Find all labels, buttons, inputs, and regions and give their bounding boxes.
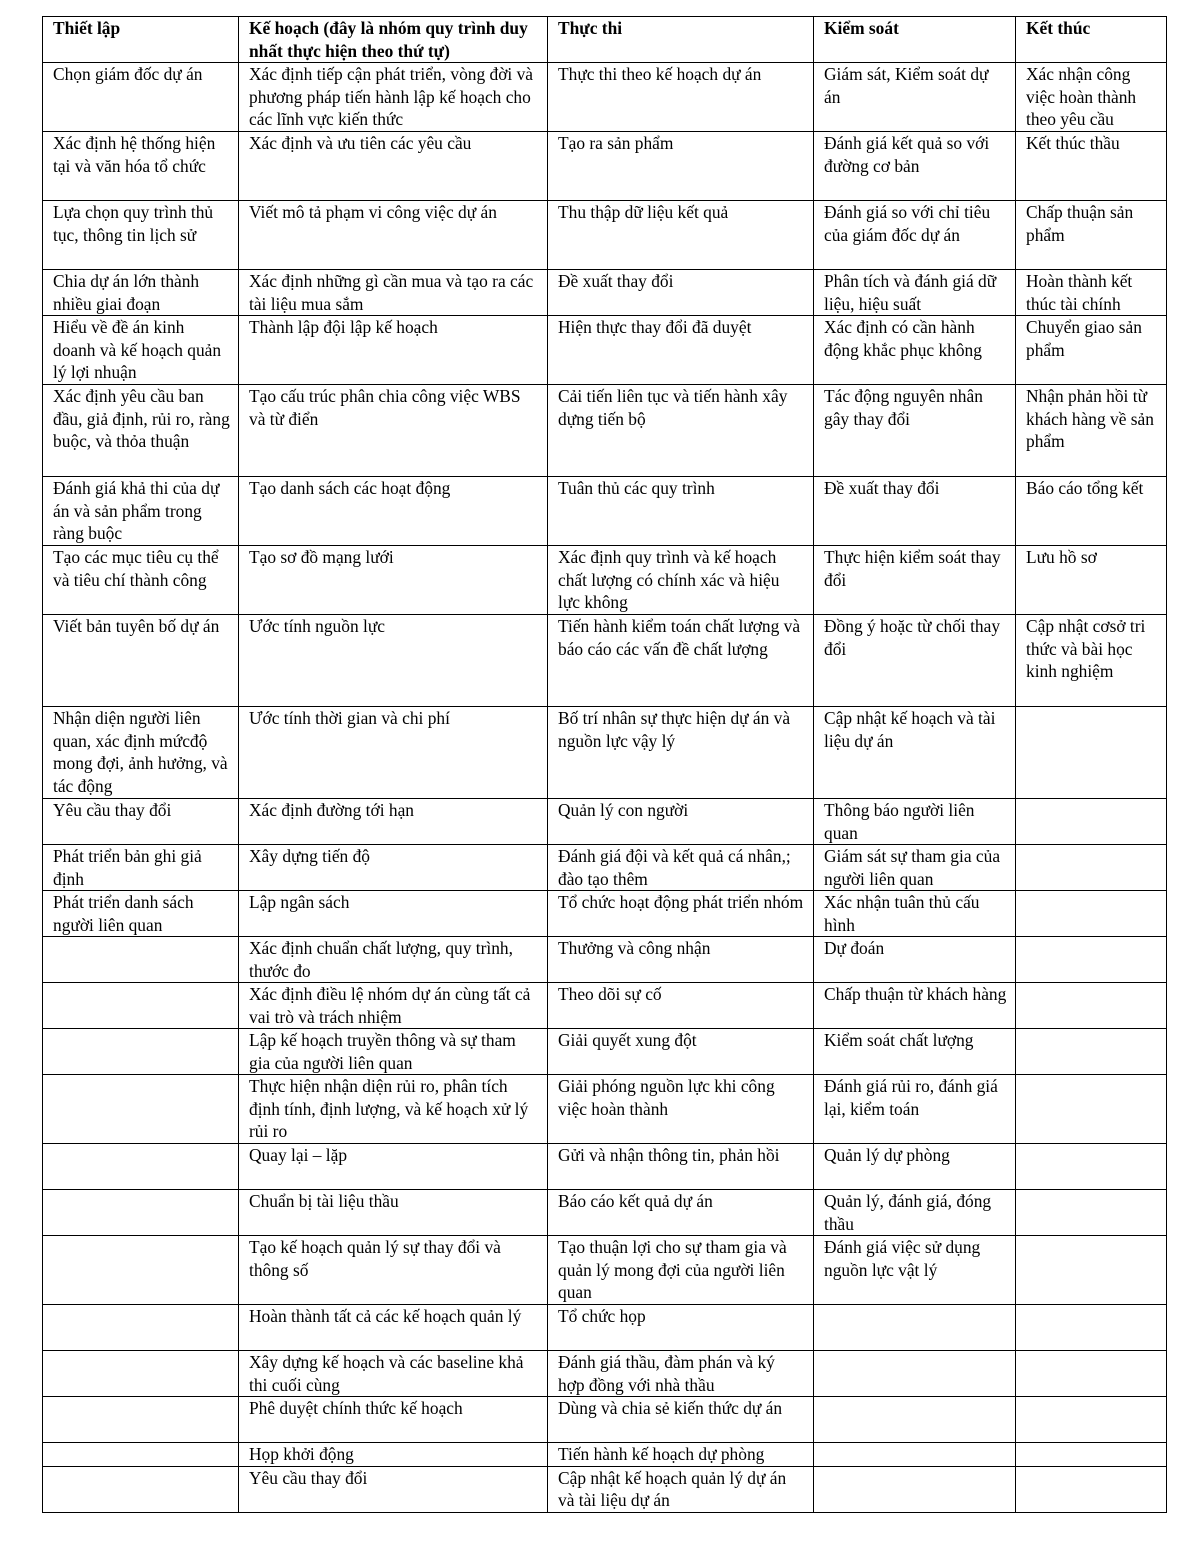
- cell-initiating: [43, 937, 239, 983]
- cell-controlling: Xác định có cần hành động khắc phục không: [814, 316, 1016, 385]
- cell-initiating: [43, 983, 239, 1029]
- cell-controlling: Giám sát sự tham gia của người liên quan: [814, 845, 1016, 891]
- cell-initiating: [43, 1144, 239, 1190]
- cell-executing: Giải phóng nguồn lực khi công việc hoàn thành: [548, 1075, 814, 1144]
- cell-executing: Tổ chức họp: [548, 1305, 814, 1351]
- header-executing: Thực thi: [548, 17, 814, 63]
- table-row: [43, 1190, 1167, 1236]
- cell-planning: Xác định đường tới hạn: [239, 799, 548, 845]
- cell-controlling: Đề xuất thay đổi: [814, 477, 1016, 546]
- cell-closing: Chấp thuận sản phẩm: [1016, 201, 1167, 270]
- cell-closing: [1016, 1351, 1167, 1397]
- table-row: [43, 270, 1167, 316]
- table-row: [43, 132, 1167, 201]
- cell-controlling: Thực hiện kiểm soát thay đổi: [814, 546, 1016, 615]
- cell-closing: Kết thúc thầu: [1016, 132, 1167, 201]
- cell-controlling: [814, 1443, 1016, 1467]
- cell-controlling: Cập nhật kế hoạch và tài liệu dự án: [814, 707, 1016, 799]
- cell-planning: Lập ngân sách: [239, 891, 548, 937]
- cell-planning: Thực hiện nhận diện rủi ro, phân tích định tính, định lượng, và kế hoạch xử lý rủi ro: [239, 1075, 548, 1144]
- cell-executing: Thu thập dữ liệu kết quả: [548, 201, 814, 270]
- cell-planning: Xác định tiếp cận phát triển, vòng đời và phương pháp tiến hành lập kế hoạch cho các lĩnh vực kiến thức: [239, 63, 548, 132]
- cell-executing: Hiện thực thay đổi đã duyệt: [548, 316, 814, 385]
- cell-planning: Phê duyệt chính thức kế hoạch: [239, 1397, 548, 1443]
- cell-planning: Xác định và ưu tiên các yêu cầu: [239, 132, 548, 201]
- table-row: [43, 707, 1167, 799]
- table-row: [43, 937, 1167, 983]
- table-row: [43, 1351, 1167, 1397]
- table-row: [43, 546, 1167, 615]
- cell-planning: Viết mô tả phạm vi công việc dự án: [239, 201, 548, 270]
- cell-initiating: Lựa chọn quy trình thủ tục, thông tin lịch sử: [43, 201, 239, 270]
- cell-planning: Yêu cầu thay đổi: [239, 1466, 548, 1512]
- table-row: [43, 983, 1167, 1029]
- cell-initiating: Chia dự án lớn thành nhiều giai đoạn: [43, 270, 239, 316]
- cell-controlling: [814, 1305, 1016, 1351]
- cell-closing: [1016, 1144, 1167, 1190]
- table-header-row: [43, 17, 1167, 63]
- table-row: [43, 1397, 1167, 1443]
- cell-closing: Chuyển giao sản phẩm: [1016, 316, 1167, 385]
- cell-executing: Đánh giá thầu, đàm phán và ký hợp đồng với nhà thầu: [548, 1351, 814, 1397]
- cell-controlling: Thông báo người liên quan: [814, 799, 1016, 845]
- cell-initiating: Chọn giám đốc dự án: [43, 63, 239, 132]
- cell-executing: Tạo ra sản phẩm: [548, 132, 814, 201]
- cell-executing: Đánh giá đội và kết quả cá nhân,; đào tạo thêm: [548, 845, 814, 891]
- cell-closing: Hoàn thành kết thúc tài chính: [1016, 270, 1167, 316]
- cell-closing: [1016, 937, 1167, 983]
- cell-executing: Giải quyết xung đột: [548, 1029, 814, 1075]
- cell-planning: Ước tính thời gian và chi phí: [239, 707, 548, 799]
- cell-closing: [1016, 799, 1167, 845]
- cell-executing: Theo dõi sự cố: [548, 983, 814, 1029]
- cell-initiating: Phát triển bản ghi giả định: [43, 845, 239, 891]
- cell-planning: Tạo cấu trúc phân chia công việc WBS và từ điển: [239, 385, 548, 477]
- cell-executing: Gửi và nhận thông tin, phản hồi: [548, 1144, 814, 1190]
- cell-controlling: Tác động nguyên nhân gây thay đổi: [814, 385, 1016, 477]
- cell-initiating: Hiểu về đề án kinh doanh và kế hoạch quản lý lợi nhuận: [43, 316, 239, 385]
- cell-closing: [1016, 1075, 1167, 1144]
- cell-executing: Dùng và chia sẻ kiến thức dự án: [548, 1397, 814, 1443]
- cell-planning: Hoàn thành tất cả các kế hoạch quản lý: [239, 1305, 548, 1351]
- table-row: [43, 1029, 1167, 1075]
- cell-executing: Quản lý con người: [548, 799, 814, 845]
- cell-initiating: Phát triển danh sách người liên quan: [43, 891, 239, 937]
- cell-planning: Ước tính nguồn lực: [239, 615, 548, 707]
- cell-controlling: Quản lý, đánh giá, đóng thầu: [814, 1190, 1016, 1236]
- cell-executing: Cải tiến liên tục và tiến hành xây dựng tiến bộ: [548, 385, 814, 477]
- cell-executing: Tổ chức hoạt động phát triển nhóm: [548, 891, 814, 937]
- table-row: [43, 1466, 1167, 1512]
- cell-closing: [1016, 1397, 1167, 1443]
- cell-executing: Báo cáo kết quả dự án: [548, 1190, 814, 1236]
- cell-planning: Tạo kế hoạch quản lý sự thay đổi và thông số: [239, 1236, 548, 1305]
- cell-controlling: Dự đoán: [814, 937, 1016, 983]
- cell-closing: [1016, 845, 1167, 891]
- cell-controlling: [814, 1397, 1016, 1443]
- cell-initiating: Đánh giá khả thi của dự án và sản phẩm trong ràng buộc: [43, 477, 239, 546]
- cell-controlling: Đánh giá kết quả so với đường cơ bản: [814, 132, 1016, 201]
- cell-initiating: [43, 1466, 239, 1512]
- cell-closing: [1016, 1466, 1167, 1512]
- table-row: [43, 845, 1167, 891]
- cell-executing: Bố trí nhân sự thực hiện dự án và nguồn lực vậy lý: [548, 707, 814, 799]
- cell-planning: Họp khởi động: [239, 1443, 548, 1467]
- cell-closing: [1016, 983, 1167, 1029]
- cell-controlling: Chấp thuận từ khách hàng: [814, 983, 1016, 1029]
- cell-controlling: Đồng ý hoặc từ chối thay đổi: [814, 615, 1016, 707]
- header-planning: Kế hoạch (đây là nhóm quy trình duy nhất thực hiện theo thứ tự): [239, 17, 548, 63]
- cell-initiating: [43, 1075, 239, 1144]
- table-row: [43, 1443, 1167, 1467]
- cell-executing: Thưởng và công nhận: [548, 937, 814, 983]
- cell-planning: Quay lại – lặp: [239, 1144, 548, 1190]
- table-row: [43, 316, 1167, 385]
- cell-initiating: [43, 1236, 239, 1305]
- cell-initiating: [43, 1305, 239, 1351]
- cell-initiating: Viết bản tuyên bố dự án: [43, 615, 239, 707]
- cell-controlling: Kiểm soát chất lượng: [814, 1029, 1016, 1075]
- table-row: [43, 1075, 1167, 1144]
- header-initiating: Thiết lập: [43, 17, 239, 63]
- table-row: [43, 1236, 1167, 1305]
- cell-planning: Thành lập đội lập kế hoạch: [239, 316, 548, 385]
- process-groups-table: [42, 16, 1167, 1513]
- cell-closing: Báo cáo tổng kết: [1016, 477, 1167, 546]
- cell-executing: Xác định quy trình và kế hoạch chất lượng có chính xác và hiệu lực không: [548, 546, 814, 615]
- cell-planning: Xác định điều lệ nhóm dự án cùng tất cả vai trò và trách nhiệm: [239, 983, 548, 1029]
- cell-executing: Cập nhật kế hoạch quản lý dự án và tài liệu dự án: [548, 1466, 814, 1512]
- cell-controlling: Phân tích và đánh giá dữ liệu, hiệu suất: [814, 270, 1016, 316]
- table-row: [43, 891, 1167, 937]
- cell-controlling: Xác nhận tuân thủ cấu hình: [814, 891, 1016, 937]
- table-row: [43, 201, 1167, 270]
- cell-closing: [1016, 891, 1167, 937]
- cell-controlling: [814, 1466, 1016, 1512]
- cell-initiating: Xác định hệ thống hiện tại và văn hóa tổ chức: [43, 132, 239, 201]
- cell-initiating: [43, 1351, 239, 1397]
- cell-planning: Chuẩn bị tài liệu thầu: [239, 1190, 548, 1236]
- cell-closing: [1016, 1190, 1167, 1236]
- cell-controlling: [814, 1351, 1016, 1397]
- header-controlling: Kiểm soát: [814, 17, 1016, 63]
- header-closing: Kết thúc: [1016, 17, 1167, 63]
- cell-executing: Thực thi theo kế hoạch dự án: [548, 63, 814, 132]
- cell-closing: [1016, 1236, 1167, 1305]
- cell-closing: [1016, 707, 1167, 799]
- cell-controlling: Đánh giá việc sử dụng nguồn lực vật lý: [814, 1236, 1016, 1305]
- table-row: [43, 63, 1167, 132]
- table-row: [43, 615, 1167, 707]
- cell-closing: [1016, 1305, 1167, 1351]
- table-row: [43, 1305, 1167, 1351]
- cell-planning: Xác định chuẩn chất lượng, quy trình, thước đo: [239, 937, 548, 983]
- cell-planning: Lập kế hoạch truyền thông và sự tham gia của người liên quan: [239, 1029, 548, 1075]
- cell-initiating: [43, 1190, 239, 1236]
- cell-closing: Nhận phản hồi từ khách hàng về sản phẩm: [1016, 385, 1167, 477]
- cell-planning: Xây dựng tiến độ: [239, 845, 548, 891]
- cell-initiating: Xác định yêu cầu ban đầu, giả định, rủi ro, ràng buộc, và thỏa thuận: [43, 385, 239, 477]
- cell-planning: Tạo danh sách các hoạt động: [239, 477, 548, 546]
- cell-controlling: Đánh giá so với chỉ tiêu của giám đốc dự án: [814, 201, 1016, 270]
- cell-initiating: Tạo các mục tiêu cụ thể và tiêu chí thành công: [43, 546, 239, 615]
- cell-controlling: Đánh giá rủi ro, đánh giá lại, kiểm toán: [814, 1075, 1016, 1144]
- cell-initiating: [43, 1443, 239, 1467]
- cell-initiating: [43, 1029, 239, 1075]
- cell-closing: Cập nhật cơsở tri thức và bài học kinh nghiệm: [1016, 615, 1167, 707]
- cell-initiating: Yêu cầu thay đổi: [43, 799, 239, 845]
- cell-controlling: Quản lý dự phòng: [814, 1144, 1016, 1190]
- table-row: [43, 477, 1167, 546]
- cell-closing: Xác nhận công việc hoàn thành theo yêu cầu: [1016, 63, 1167, 132]
- cell-initiating: Nhận diện người liên quan, xác định mứcđộ mong đợi, ảnh hưởng, và tác động: [43, 707, 239, 799]
- cell-planning: Xác định những gì cần mua và tạo ra các tài liệu mua sắm: [239, 270, 548, 316]
- cell-executing: Tạo thuận lợi cho sự tham gia và quản lý mong đợi của người liên quan: [548, 1236, 814, 1305]
- cell-closing: [1016, 1029, 1167, 1075]
- cell-executing: Đề xuất thay đổi: [548, 270, 814, 316]
- cell-planning: Xây dựng kế hoạch và các baseline khả thi cuối cùng: [239, 1351, 548, 1397]
- cell-planning: Tạo sơ đồ mạng lưới: [239, 546, 548, 615]
- cell-controlling: Giám sát, Kiểm soát dự án: [814, 63, 1016, 132]
- cell-executing: Tiến hành kiểm toán chất lượng và báo cáo các vấn đề chất lượng: [548, 615, 814, 707]
- table-body: [43, 63, 1167, 1513]
- cell-closing: Lưu hồ sơ: [1016, 546, 1167, 615]
- cell-executing: Tiến hành kế hoạch dự phòng: [548, 1443, 814, 1467]
- table-row: [43, 385, 1167, 477]
- cell-initiating: [43, 1397, 239, 1443]
- table-row: [43, 1144, 1167, 1190]
- table-row: [43, 799, 1167, 845]
- cell-closing: [1016, 1443, 1167, 1467]
- cell-executing: Tuân thủ các quy trình: [548, 477, 814, 546]
